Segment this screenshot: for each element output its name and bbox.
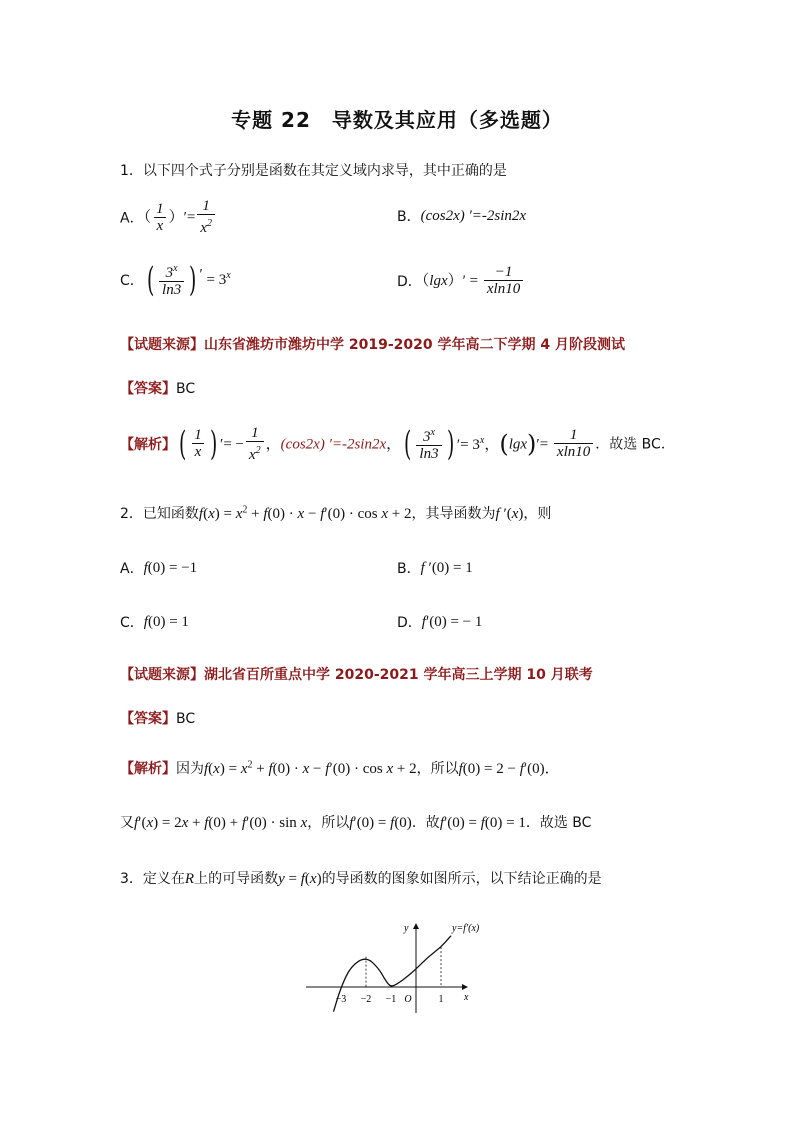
x-axis-arrow [462,984,468,990]
q2-option-c: C．f(0) = 1 [120,614,189,631]
fraction: $\frac{1}{x}$ [153,201,167,235]
fraction: $\frac{3^x}{\ln 3}$ [159,261,184,299]
q1-option-a: A．（ $\frac{1}{x}$ ）′= $\frac{1}{x^2}$ [120,198,217,237]
q1-answer-value: BC [176,381,196,397]
question-1-stem: 1．以下四个式子分别是函数在其定义域内求导，其中正确的是 [120,163,507,179]
fraction: $\frac{1}{x^2}$ [197,198,215,237]
q1-option-b-label: B． [397,209,421,225]
tick-label: −1 [385,994,397,1005]
q1-option-d-label: D． [397,274,422,290]
q2-option-a: A．f(0) = −1 [120,560,198,577]
q1-option-b-text: (cos2x) ′=-2sin2x [420,208,527,224]
q2-option-b: B．f ′(0) = 1 [397,560,473,577]
tick-label: −2 [360,994,372,1005]
question-2-stem: 2．已知函数$f(x) = x^2 + f(0) \cdot x - f'(0) \cdot \cos x + 2$，其导函数为f ′(x)，则 [120,504,552,522]
q1-source: 【试题来源】山东省潍坊市潍坊中学 2019-2020 学年高二下学期 4 月阶段测试 [120,337,625,353]
x-axis-label: x [464,992,469,1003]
q2-analysis-line-1: 【解析】因为$f(x) = x^2 + f(0) \cdot x - f'(0) \cdot \cos x + 2$，所以f(0) = 2 − f′(0)． [120,759,560,777]
q1-answer: 【答案】BC [120,381,196,397]
q1-option-b [397,206,526,226]
q1-option-d: D．（lgx）′ = $\frac{-1}{xln10}$ [397,264,525,298]
q2-analysis-line-2: 又f′(x) = 2x + f(0) + f′(0) · sin x，所以f′(0) = f(0)．故f′(0) = f(0) = 1．故选 BC [120,815,592,831]
q1-option-c-label: C． [120,273,144,289]
question-3-stem: 3．定义在R上的可导函数y = f(x)的导函数的图象如图所示，以下结论正确的是 [120,871,602,887]
origin-label: O [404,994,412,1005]
page-title: 专题 22 导数及其应用（多选题） [231,108,563,132]
q1-option-c: C．( $\frac{3^x}{\ln 3}$ ) $' = 3^x$ [120,260,231,300]
q2-source: 【试题来源】湖北省百所重点中学 2020-2021 学年高三上学期 10 月联考 [120,667,593,683]
y-axis-arrow [413,923,419,929]
fraction: $\frac{-1}{xln10}$ [484,264,523,298]
derivative-graph [300,915,500,1015]
q1-analysis: 【解析】( $\frac{1}{x}$ ) ′= − $\frac{1}{x^2}$ ，(cos2x) ′=-2sin2x，( $\frac{3^x}{\ln 3}$ ) ′= $3^x$，(lgx)′= $\frac{1}{xln10}$ ．故选 BC． [120,424,675,464]
tick-label: −3 [335,994,347,1005]
y-axis-label: y [404,923,409,934]
q2-option-d: D．f′(0) = − 1 [397,614,483,631]
curve-label: y=f′(x) [452,923,480,934]
q1-option-a-label: A． [120,210,144,227]
tick-label: 1 [438,994,444,1005]
q2-answer: 【答案】BC [120,711,196,727]
